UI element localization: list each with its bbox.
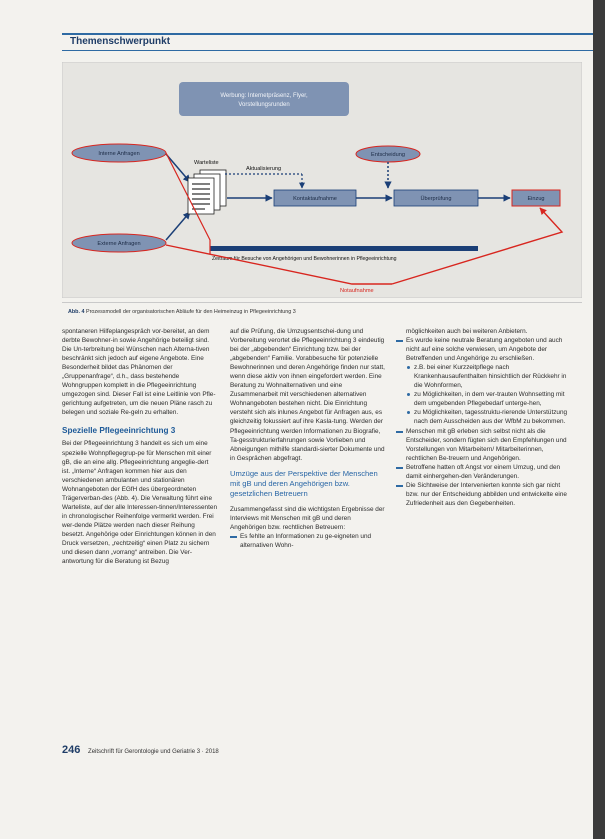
paragraph: Zusammengefasst sind die wichtigsten Ergebnisse der Interviews mit Menschen mit gB und deren Angehörigen bzw. rechtlichen Betreuern:: [230, 505, 385, 531]
page-footer: [62, 744, 219, 756]
zeitraum-label: Zeitraum für Besuche von Angehörigen und Bewohnerinnen in Pflegeeinrichtung: [212, 256, 397, 262]
header-rule: [62, 33, 593, 35]
list-item: Betroffene hatten oft Angst vor einem Umzug, und den damit einhergehen-den Veränderungen.: [396, 463, 574, 481]
list-item: Menschen mit gB erleben sich selbst nicht als die Entscheider, sondern fügten sich den Empfehlungen und Vorstellungen von Mitarbeitern/ Mitarbeiterinnen, rechtlichen Be-treuern und Angehörigen.: [396, 427, 574, 463]
list-item: Die Sichtweise der Intervenierten konnte sich gar nicht bzw. nur der Entscheidung abbilden und entwickelte eine Zufriedenheit aus den Gegebenheiten.: [396, 481, 574, 508]
sub-list: [406, 363, 574, 426]
werbung-box: [179, 82, 349, 116]
bullet-list: [396, 336, 574, 508]
werbung-label-2: Vorstellungsrunden: [238, 102, 290, 108]
list-item: Es fehlte an Informationen zu ge-eigneten und alternativen Wohn-: [230, 532, 388, 550]
caption-label: Abb. 4: [68, 309, 85, 315]
paragraph: möglichkeiten auch bei weiteren Anbietern.: [406, 328, 528, 335]
section-header: Themenschwerpunkt: [70, 36, 171, 47]
sub-list-item: zu Möglichkeiten, in dem ver-trauten Wohnsetting mit dem umgebenden Pflegebedarf unterge-hen,: [406, 390, 574, 408]
list-item-text: Es wurde keine neutrale Beratung angeboten und auch nicht auf eine solche verwiesen, um Angebote der Betreffenden und Angehörige zu erschließen.: [406, 337, 563, 363]
paragraph: auf die Prüfung, die Umzugsentschei-dung und Vorbereitung verortet die Pflegeeinrichtung 3 eindeutig bei der „abgebenden“ Einrichtung bzw. bei der „abgebenden“ Familie. Vorabbesuche für potenzielle Bewohnerinnen und deren Angehörige finden nur statt, wenn diese aktiv von ihnen eingefordert werden. Eine Beratung zu Wohnalternativen und eine Zusammenarbeit mit verschiedenen alternativen Wohnangeboten bestehen nicht. Die Einrichtung versteht sich als inlunes Angebot für Anfragen aus, es gleichzeitig fokussiert auf ihre Kasla-tung. Werden der Pflegeeinrichtung werden Informationen zu Biografie, Ta-gesstrukturierfahrungen sowie Vorlieben und Abneigungen mithilfe standardi-sierter Dokumente und in Gesprächen abgefragt.: [230, 328, 385, 462]
kontaktaufnahme-label: Kontaktaufnahme: [293, 196, 337, 202]
journal-name: Zeitschrift für Gerontologie und Geriatrie 3 · 2018: [88, 749, 219, 755]
werbung-label-1: Werbung: Internetpräsenz, Flyer,: [220, 93, 308, 99]
text-column-2: [230, 327, 388, 550]
paragraph: Bei der Pflegeeinrichtung 3 handelt es sich um eine spezielle Wohnpflegegrup-pe für Menschen mit einer gB, die an eine allg. Pflegeeinrichtung angeglie-dert ist. „Interne“ Anfragen kommen hier aus den verschiedenen ambulanten und stationären Wohnangeboten der EGfH des übergeordneten Trägerverban-des (Abb. 4). Die Verwaltung führt eine Warteliste, auf der alle Interessen-tinnen/Interessenten in chronologischer Reihenfolge vermerkt werden. Frei wer-dende Plätze werden nach dieser Reihung besetzt. Angehörige oder Einrichtungen können in den Druck versetzen, „rechtzeitig“ einen Platz zu sichern und diesen dann „vorrang“ antreiben. Die Ver-antwortung für die Beratung ist Bezug: [62, 440, 217, 566]
bullet-list: [230, 532, 388, 550]
text-column-3: [396, 327, 574, 508]
zeitraum-bar: [210, 246, 478, 251]
header-rule-bottom: [62, 50, 593, 51]
process-diagram: [62, 62, 582, 298]
paragraph: spontaneren Hilfeplangespräch vor-bereitet, an dem derbte Bewohner-in sowie Angehörige beteiligt sind. Die Un-terbreitung bei Wünschen nach Alterna-tiven beschränkt sich jedoch auf eigene Angebote. Eine Besonderheit bildet das Phänomen der „Gruppenanfrage“, d.h., dass bestehende Wohngruppen komplett in die Pflegeeinrichtung umgezogen sind. Dieser Fall ist eine Leitlinie von Pfle-gerichtung aufgetreten, um die neuen Pläne rasch zu belegen und soziale Re-geln zu erhalten.: [62, 328, 216, 417]
caption-text: Prozessmodell der organisatorischen Abläufe für den Heimeinzug in Pflegeeinrichtung 3: [85, 309, 296, 315]
ueberpruefung-label: Überprüfung: [420, 196, 452, 202]
einzug-label: Einzug: [527, 196, 545, 202]
externe-anfragen-label: Externe Anfragen: [97, 241, 141, 247]
caption-rule: [62, 302, 582, 303]
text-column-1: [62, 327, 217, 566]
entscheidung-label: Entscheidung: [371, 152, 405, 158]
book-spine: [593, 0, 605, 839]
section-heading: Umzüge aus der Perspektive der Menschen mit gB und deren Angehörigen bzw. gesetzlichen Betreuern: [230, 468, 378, 498]
notaufnahme-label: Notaufnahme: [340, 288, 374, 294]
list-item: [396, 336, 574, 426]
interne-anfragen-label: Interne Anfragen: [98, 151, 140, 157]
aktualisierung-label: Aktualisierung: [246, 166, 282, 172]
section-heading: Spezielle Pflegeeinrichtung 3: [62, 426, 176, 436]
page-number: 246: [62, 744, 81, 756]
sub-list-item: zu Möglichkeiten, tagesstruktu-rierende Unterstützung nach dem Ausscheiden aus der WfbM zu bekommen.: [406, 408, 574, 426]
warteliste-label: Warteliste: [194, 160, 219, 166]
figure-caption: [68, 309, 568, 315]
sub-list-item: z.B. bei einer Kurzzeitpflege nach Krankenhausaufenthalten hinsichtlich der Rückkehr in die Wohnformen,: [406, 363, 574, 390]
